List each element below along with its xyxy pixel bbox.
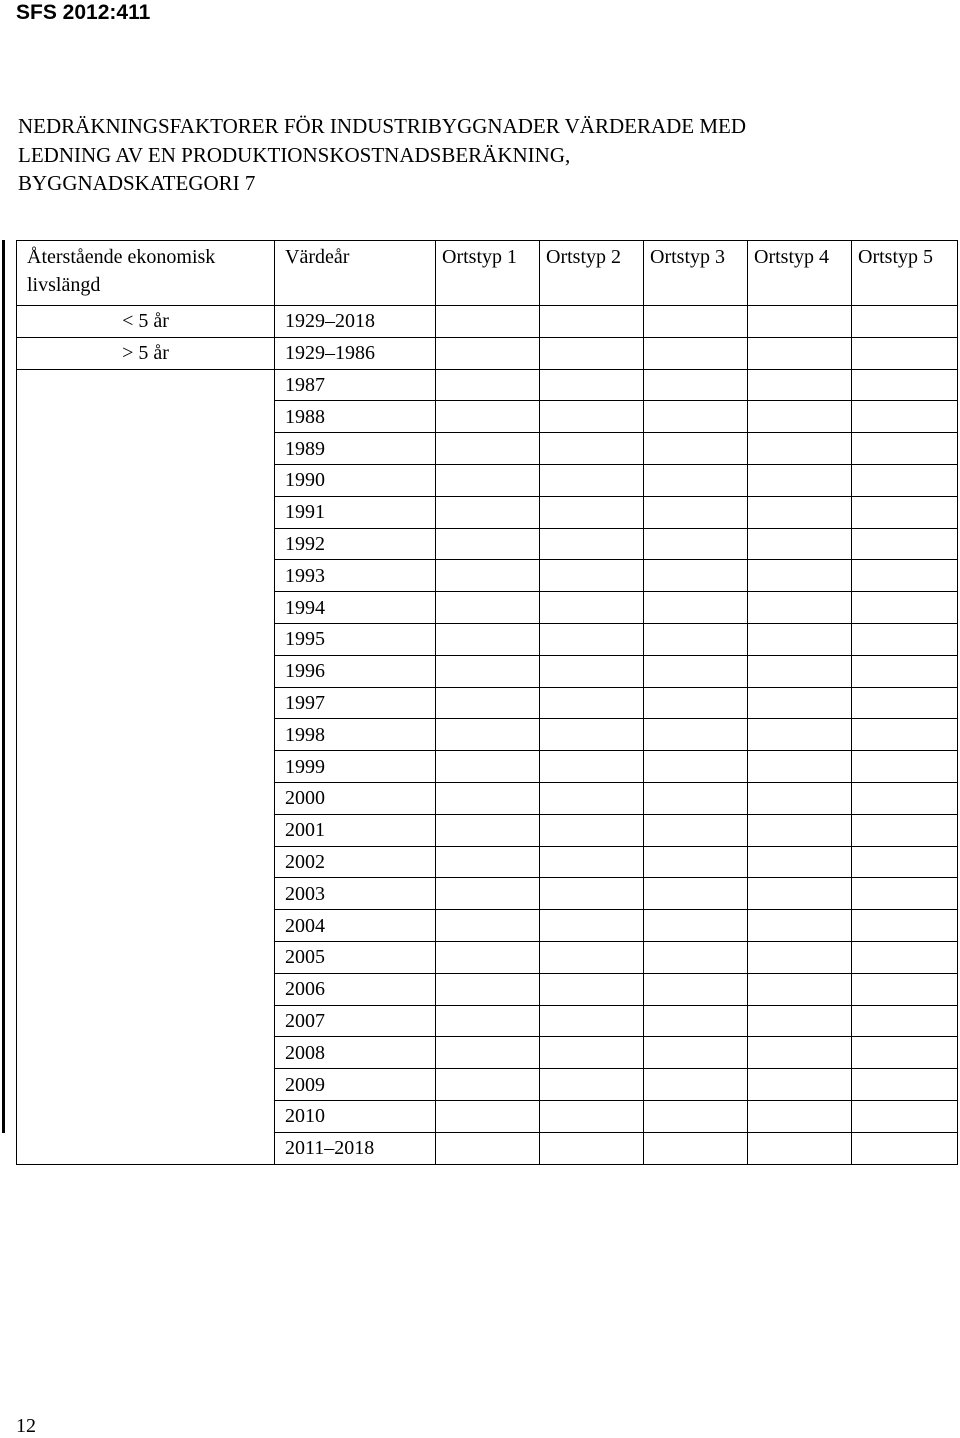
ortstyp-4-cell: [748, 306, 852, 338]
ortstyp-1-cell: [436, 560, 540, 592]
ortstyp-1-cell: [436, 878, 540, 910]
ortstyp-4-cell: [748, 369, 852, 401]
document-reference: SFS 2012:411: [16, 1, 151, 24]
ortstyp-1-cell: [436, 655, 540, 687]
value-year-cell: 2010: [275, 1100, 436, 1132]
ortstyp-5-cell: [852, 592, 958, 624]
value-year-cell: 1993: [275, 560, 436, 592]
ortstyp-2-cell: [540, 941, 644, 973]
ortstyp-1-cell: [436, 1005, 540, 1037]
ortstyp-3-cell: [644, 1100, 748, 1132]
ortstyp-4-cell: [748, 751, 852, 783]
value-year-cell: 1988: [275, 401, 436, 433]
ortstyp-2-cell: [540, 496, 644, 528]
header-remaining-life: Återstående ekonomisk livslängd: [17, 241, 275, 306]
ortstyp-5-cell: [852, 1005, 958, 1037]
table-row: [17, 337, 958, 369]
ortstyp-5-cell: [852, 782, 958, 814]
ortstyp-2-cell: [540, 973, 644, 1005]
ortstyp-4-cell: [748, 973, 852, 1005]
ortstyp-1-cell: [436, 1037, 540, 1069]
ortstyp-4-cell: [748, 592, 852, 624]
ortstyp-5-cell: [852, 560, 958, 592]
value-year-cell: 2006: [275, 973, 436, 1005]
ortstyp-3-cell: [644, 910, 748, 942]
value-year-cell: 2011–2018: [275, 1132, 436, 1164]
ortstyp-1-cell: [436, 1100, 540, 1132]
ortstyp-4-cell: [748, 623, 852, 655]
ortstyp-5-cell: [852, 910, 958, 942]
ortstyp-1-cell: [436, 337, 540, 369]
ortstyp-4-cell: [748, 496, 852, 528]
ortstyp-5-cell: [852, 1037, 958, 1069]
ortstyp-2-cell: [540, 464, 644, 496]
ortstyp-2-cell: [540, 1037, 644, 1069]
value-year-cell: 1999: [275, 751, 436, 783]
header-ortstyp-2: Ortstyp 2: [540, 241, 644, 306]
ortstyp-3-cell: [644, 306, 748, 338]
ortstyp-2-cell: [540, 1100, 644, 1132]
ortstyp-2-cell: [540, 306, 644, 338]
ortstyp-4-cell: [748, 1037, 852, 1069]
ortstyp-1-cell: [436, 941, 540, 973]
value-year-cell: 2007: [275, 1005, 436, 1037]
ortstyp-5-cell: [852, 846, 958, 878]
ortstyp-5-cell: [852, 528, 958, 560]
ortstyp-1-cell: [436, 814, 540, 846]
ortstyp-2-cell: [540, 782, 644, 814]
ortstyp-2-cell: [540, 560, 644, 592]
value-year-cell: 1991: [275, 496, 436, 528]
change-margin-bar: [2, 240, 5, 1133]
ortstyp-2-cell: [540, 878, 644, 910]
ortstyp-5-cell: [852, 687, 958, 719]
value-year-cell: 2004: [275, 910, 436, 942]
ortstyp-3-cell: [644, 1069, 748, 1101]
ortstyp-2-cell: [540, 1069, 644, 1101]
ortstyp-5-cell: [852, 623, 958, 655]
value-year-cell: 1992: [275, 528, 436, 560]
ortstyp-5-cell: [852, 1100, 958, 1132]
value-year-cell: 2003: [275, 878, 436, 910]
ortstyp-4-cell: [748, 401, 852, 433]
ortstyp-5-cell: [852, 306, 958, 338]
ortstyp-1-cell: [436, 687, 540, 719]
ortstyp-5-cell: [852, 751, 958, 783]
value-year-cell: 1995: [275, 623, 436, 655]
title-line-2: LEDNING AV EN PRODUKTIONSKOSTNADSBERÄKNING,: [18, 142, 571, 167]
ortstyp-3-cell: [644, 464, 748, 496]
ortstyp-3-cell: [644, 560, 748, 592]
table-header-row: [17, 241, 958, 306]
ortstyp-3-cell: [644, 528, 748, 560]
ortstyp-2-cell: [540, 814, 644, 846]
ortstyp-2-cell: [540, 1132, 644, 1164]
page-number: 12: [16, 1415, 36, 1437]
ortstyp-1-cell: [436, 719, 540, 751]
ortstyp-1-cell: [436, 306, 540, 338]
ortstyp-5-cell: [852, 655, 958, 687]
ortstyp-1-cell: [436, 369, 540, 401]
ortstyp-3-cell: [644, 496, 748, 528]
ortstyp-1-cell: [436, 433, 540, 465]
ortstyp-2-cell: [540, 1005, 644, 1037]
ortstyp-4-cell: [748, 814, 852, 846]
ortstyp-4-cell: [748, 433, 852, 465]
header-ortstyp-5: Ortstyp 5: [852, 241, 958, 306]
header-value-year: Värdeår: [275, 241, 436, 306]
value-year-cell: 1989: [275, 433, 436, 465]
value-year-cell: 1996: [275, 655, 436, 687]
ortstyp-4-cell: [748, 655, 852, 687]
ortstyp-2-cell: [540, 846, 644, 878]
ortstyp-2-cell: [540, 401, 644, 433]
ortstyp-1-cell: [436, 401, 540, 433]
ortstyp-3-cell: [644, 337, 748, 369]
ortstyp-5-cell: [852, 401, 958, 433]
ortstyp-3-cell: [644, 973, 748, 1005]
ortstyp-2-cell: [540, 655, 644, 687]
ortstyp-1-cell: [436, 751, 540, 783]
ortstyp-2-cell: [540, 719, 644, 751]
ortstyp-3-cell: [644, 878, 748, 910]
document-title: [18, 112, 918, 198]
ortstyp-2-cell: [540, 528, 644, 560]
ortstyp-4-cell: [748, 1100, 852, 1132]
ortstyp-3-cell: [644, 782, 748, 814]
ortstyp-1-cell: [436, 592, 540, 624]
ortstyp-2-cell: [540, 433, 644, 465]
ortstyp-3-cell: [644, 592, 748, 624]
ortstyp-5-cell: [852, 369, 958, 401]
ortstyp-1-cell: [436, 1069, 540, 1101]
ortstyp-3-cell: [644, 623, 748, 655]
ortstyp-4-cell: [748, 1005, 852, 1037]
ortstyp-3-cell: [644, 433, 748, 465]
ortstyp-4-cell: [748, 941, 852, 973]
ortstyp-5-cell: [852, 1069, 958, 1101]
value-year-cell: 2009: [275, 1069, 436, 1101]
ortstyp-3-cell: [644, 401, 748, 433]
table-body: [17, 306, 958, 1165]
value-year-cell: 2000: [275, 782, 436, 814]
value-year-cell: 1990: [275, 464, 436, 496]
ortstyp-2-cell: [540, 623, 644, 655]
ortstyp-4-cell: [748, 1132, 852, 1164]
value-year-cell: 2001: [275, 814, 436, 846]
value-year-cell: 1998: [275, 719, 436, 751]
ortstyp-4-cell: [748, 846, 852, 878]
ortstyp-3-cell: [644, 751, 748, 783]
header-ortstyp-4: Ortstyp 4: [748, 241, 852, 306]
ortstyp-5-cell: [852, 464, 958, 496]
ortstyp-2-cell: [540, 910, 644, 942]
ortstyp-4-cell: [748, 910, 852, 942]
ortstyp-4-cell: [748, 687, 852, 719]
title-line-3: BYGGNADSKATEGORI 7: [18, 171, 256, 195]
ortstyp-4-cell: [748, 782, 852, 814]
value-year-cell: 1994: [275, 592, 436, 624]
ortstyp-2-cell: [540, 592, 644, 624]
value-year-cell: 2008: [275, 1037, 436, 1069]
ortstyp-4-cell: [748, 464, 852, 496]
ortstyp-5-cell: [852, 433, 958, 465]
remaining-life-cell: > 5 år: [17, 337, 275, 369]
ortstyp-3-cell: [644, 369, 748, 401]
ortstyp-3-cell: [644, 719, 748, 751]
ortstyp-4-cell: [748, 1069, 852, 1101]
ortstyp-5-cell: [852, 814, 958, 846]
ortstyp-1-cell: [436, 973, 540, 1005]
ortstyp-4-cell: [748, 528, 852, 560]
header-ortstyp-3: Ortstyp 3: [644, 241, 748, 306]
ortstyp-2-cell: [540, 337, 644, 369]
ortstyp-2-cell: [540, 751, 644, 783]
ortstyp-4-cell: [748, 719, 852, 751]
ortstyp-3-cell: [644, 1005, 748, 1037]
ortstyp-4-cell: [748, 337, 852, 369]
value-year-cell: 2002: [275, 846, 436, 878]
ortstyp-1-cell: [436, 496, 540, 528]
remaining-life-cell: < 5 år: [17, 306, 275, 338]
value-year-cell: 1987: [275, 369, 436, 401]
value-year-cell: 1997: [275, 687, 436, 719]
ortstyp-1-cell: [436, 910, 540, 942]
ortstyp-1-cell: [436, 528, 540, 560]
ortstyp-4-cell: [748, 560, 852, 592]
table-row: [17, 369, 958, 401]
ortstyp-3-cell: [644, 814, 748, 846]
title-line-1: NEDRÄKNINGSFAKTORER FÖR INDUSTRIBYGGNADER VÄRDERADE MED: [18, 114, 747, 138]
ortstyp-3-cell: [644, 687, 748, 719]
table-row: [17, 306, 958, 338]
ortstyp-4-cell: [748, 878, 852, 910]
ortstyp-1-cell: [436, 782, 540, 814]
ortstyp-3-cell: [644, 941, 748, 973]
ortstyp-2-cell: [540, 687, 644, 719]
ortstyp-5-cell: [852, 337, 958, 369]
ortstyp-3-cell: [644, 655, 748, 687]
ortstyp-1-cell: [436, 464, 540, 496]
ortstyp-1-cell: [436, 1132, 540, 1164]
ortstyp-5-cell: [852, 941, 958, 973]
value-year-cell: 2005: [275, 941, 436, 973]
reduction-factor-table: [16, 240, 958, 1165]
ortstyp-3-cell: [644, 846, 748, 878]
ortstyp-5-cell: [852, 973, 958, 1005]
ortstyp-5-cell: [852, 719, 958, 751]
value-year-cell: 1929–2018: [275, 306, 436, 338]
value-year-cell: 1929–1986: [275, 337, 436, 369]
ortstyp-2-cell: [540, 369, 644, 401]
ortstyp-5-cell: [852, 496, 958, 528]
header-ortstyp-1: Ortstyp 1: [436, 241, 540, 306]
ortstyp-1-cell: [436, 623, 540, 655]
ortstyp-3-cell: [644, 1037, 748, 1069]
ortstyp-1-cell: [436, 846, 540, 878]
ortstyp-5-cell: [852, 878, 958, 910]
remaining-life-empty-cell: [17, 369, 275, 1164]
ortstyp-3-cell: [644, 1132, 748, 1164]
ortstyp-5-cell: [852, 1132, 958, 1164]
